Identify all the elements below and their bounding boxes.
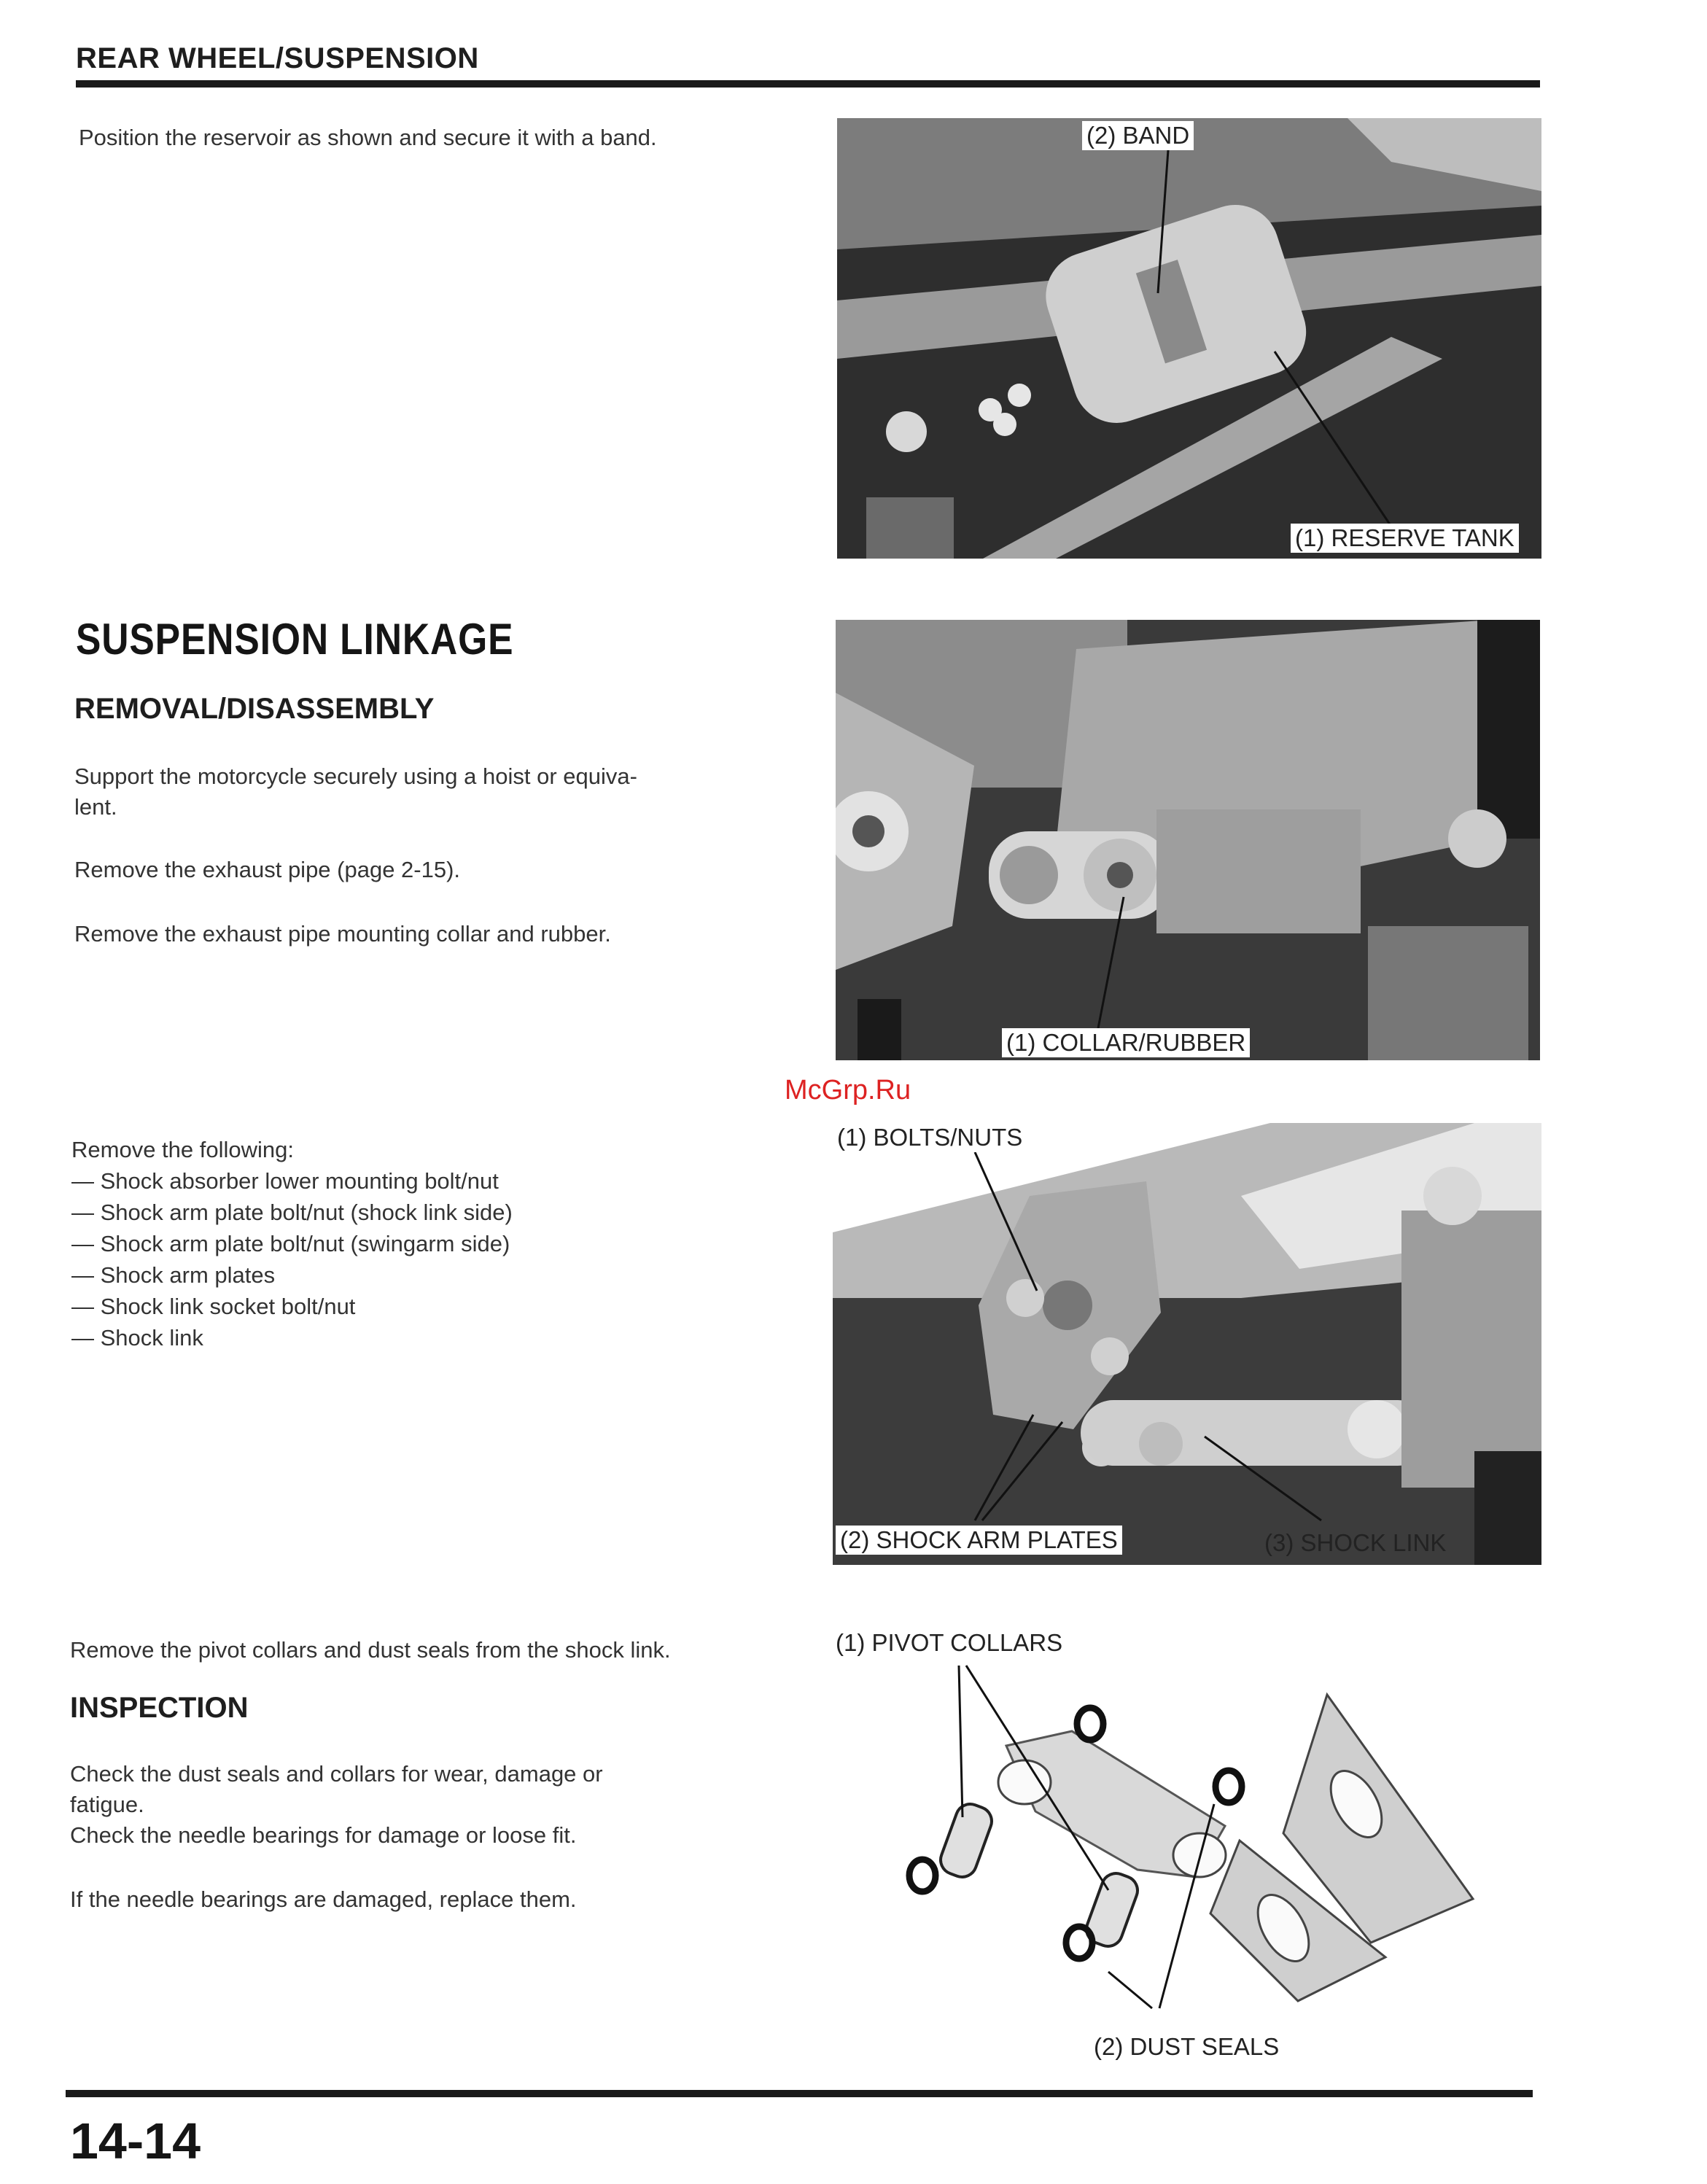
- removal-item: — Shock link: [71, 1322, 513, 1353]
- watermark-text: McGrp.Ru: [785, 1075, 911, 1105]
- removal-item: — Shock arm plates: [71, 1259, 513, 1291]
- reserve-tank-photo: [837, 118, 1541, 559]
- support-instruction-line2: lent.: [74, 794, 117, 820]
- inspection-check-bearings: Check the needle bearings for damage or loose fit.: [70, 1822, 577, 1848]
- bolts-nuts-label: (1) BOLTS/NUTS: [833, 1123, 1027, 1152]
- band-label: (2) BAND: [1082, 121, 1194, 150]
- collar-rubber-photo: [836, 620, 1540, 1060]
- support-instruction-line1: Support the motorcycle securely using a hoist or equiva-: [74, 763, 637, 789]
- pivot-parts-diagram: [831, 1622, 1546, 2074]
- inspection-replace-bearings: If the needle bearings are damaged, replace them.: [70, 1886, 577, 1912]
- support-instruction: [74, 761, 804, 823]
- inspection-check-seals-line1: Check the dust seals and collars for wear, damage or: [70, 1761, 603, 1787]
- removal-list-intro: Remove the following:: [71, 1137, 294, 1162]
- exhaust-pipe-instruction: Remove the exhaust pipe (page 2-15).: [74, 857, 461, 882]
- removal-item: — Shock absorber lower mounting bolt/nut: [71, 1165, 513, 1197]
- dust-seals-label: (2) DUST SEALS: [1094, 2033, 1280, 2060]
- shock-link-label: (3) SHOCK LINK: [1264, 1529, 1447, 1556]
- collar-rubber-instruction: Remove the exhaust pipe mounting collar and rubber.: [74, 921, 611, 947]
- pivot-collars-instruction: Remove the pivot collars and dust seals from the shock link.: [70, 1637, 671, 1663]
- inspection-check-seals: [70, 1759, 806, 1851]
- removal-item: — Shock arm plate bolt/nut (swingarm side): [71, 1228, 513, 1259]
- removal-disassembly-heading: REMOVAL/DISASSEMBLY: [74, 693, 435, 725]
- inspection-heading: INSPECTION: [70, 1692, 249, 1724]
- shock-arm-photo-panel: [833, 1123, 1541, 1565]
- reservoir-instruction: Position the reservoir as shown and secure it with a band.: [79, 125, 657, 150]
- removal-list: [71, 1135, 513, 1353]
- reserve-tank-label: (1) RESERVE TANK: [1291, 524, 1519, 553]
- shock-arm-photo: [833, 1123, 1541, 1565]
- header-rule: [76, 80, 1540, 88]
- footer-rule: [66, 2090, 1533, 2097]
- pivot-collars-label: (1) PIVOT COLLARS: [836, 1629, 1063, 1656]
- page-header-title: REAR WHEEL/SUSPENSION: [76, 42, 479, 74]
- removal-item: — Shock link socket bolt/nut: [71, 1291, 513, 1322]
- collar-rubber-label: (1) COLLAR/RUBBER: [1002, 1028, 1250, 1057]
- page-number: 14-14: [70, 2113, 201, 2169]
- section-title-suspension-linkage: SUSPENSION LINKAGE: [76, 615, 514, 664]
- shock-arm-plates-label: (2) SHOCK ARM PLATES: [836, 1526, 1122, 1555]
- removal-item: — Shock arm plate bolt/nut (shock link side): [71, 1197, 513, 1228]
- inspection-check-seals-line2: fatigue.: [70, 1792, 144, 1817]
